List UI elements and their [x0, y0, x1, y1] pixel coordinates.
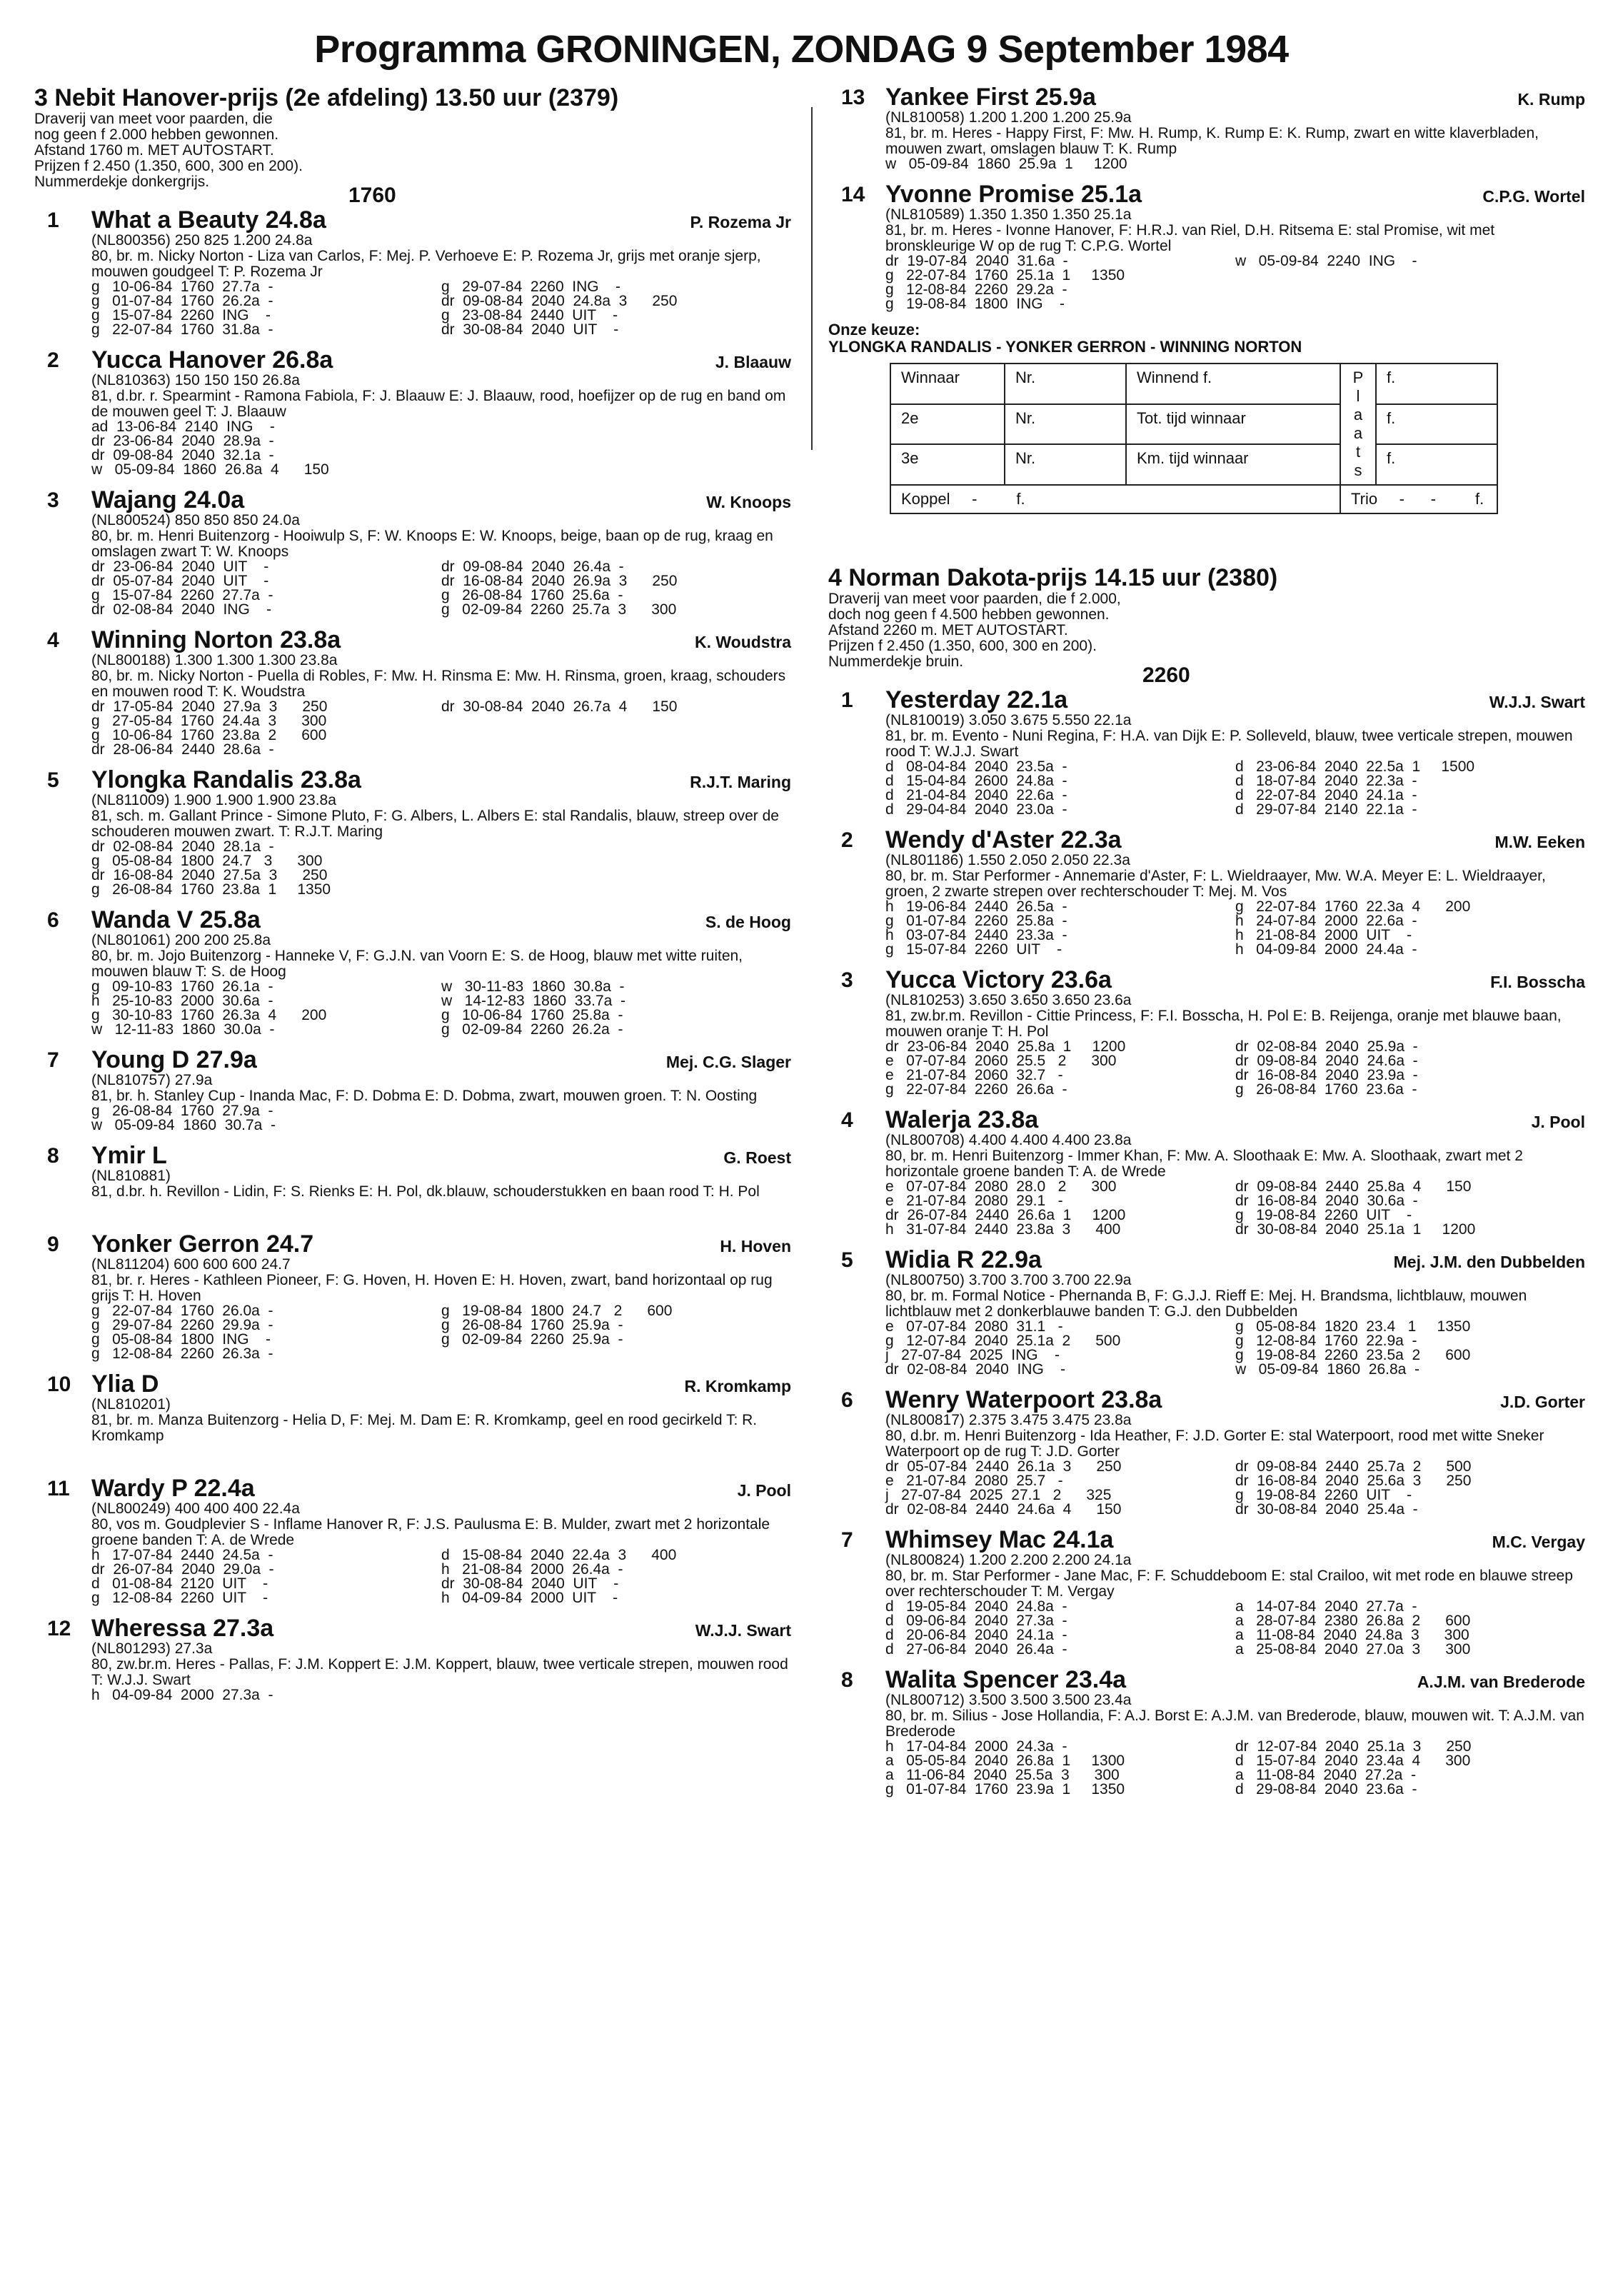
results-left: h 17-04-84 2000 24.3a - a 05-05-84 2040 26.8a 1 1300 a 11-06-84 2040 25.5a 3 300 g 01-07-84 1760 23.9a 1 1350: [885, 1738, 1125, 1798]
driver-name: W. Knoops: [706, 493, 791, 511]
results-left: dr 05-07-84 2440 26.1a 3 250 e 21-07-84 2080 25.7 - j 27-07-84 2025 27.1 2 325 dr 02-08-84 2440 24.6a 4 150: [885, 1458, 1122, 1518]
results-right: dr 12-07-84 2040 25.1a 3 250 d 15-07-84 2040 23.4a 4 300 a 11-08-84 2040 27.2a - d 29-08-84 2040 23.6a -: [1235, 1738, 1472, 1798]
page-title: Programma GRONINGEN, ZONDAG 9 September 1984: [314, 28, 1289, 71]
results-right: dr 30-08-84 2040 26.7a 4 150: [441, 698, 678, 715]
results: [91, 1304, 791, 1361]
results-left: g 10-06-84 1760 27.7a - g 01-07-84 1760 26.2a - g 15-07-84 2260 ING - g 22-07-84 1760 31.8a -: [91, 279, 273, 338]
horse-entry: [828, 1387, 1585, 1517]
entry-header: [91, 627, 791, 653]
entry-number: 7: [841, 1528, 853, 1552]
entry-header: [885, 1527, 1585, 1553]
horse-description: 80, br. m. Nicky Norton - Liza van Carlos, F: Mej. P. Verhoeve E: P. Rozema Jr, grijs met oranje sjerp, mouwen goudgeel T: P. Rozema Jr: [91, 248, 761, 280]
horse-name: Wajang 24.0a: [91, 486, 245, 513]
results-left: e 07-07-84 2080 31.1 - g 12-07-84 2040 25.1a 2 500 j 27-07-84 2025 ING - dr 02-08-84 2040 ING -: [885, 1318, 1121, 1378]
entry-list: [828, 84, 1585, 311]
entry-number: 11: [47, 1477, 70, 1500]
horse-name: Yucca Victory 23.6a: [885, 966, 1112, 993]
results-left: dr 23-06-84 2040 UIT - dr 05-07-84 2040 UIT - g 15-07-84 2260 27.7a - dr 02-08-84 2040 ING -: [91, 558, 273, 618]
horse-entry: [34, 1143, 791, 1221]
bet-koppel: Koppel - f.: [890, 485, 1340, 513]
bet-tweede: 2e: [890, 404, 1005, 445]
horse-entry: [34, 907, 791, 1037]
driver-name: M.C. Vergay: [1492, 1533, 1585, 1551]
entry-header: [91, 1615, 791, 1641]
results: [91, 560, 791, 617]
right-column: [828, 84, 1585, 1807]
horse-entry: [34, 1231, 791, 1361]
results: [91, 280, 791, 337]
entry-header: [91, 1231, 791, 1257]
results-right: d 23-06-84 2040 22.5a 1 1500 d 18-07-84 2040 22.3a - d 22-07-84 2040 24.1a - d 29-07-84 2140 22.1a -: [1235, 758, 1475, 818]
results: [885, 1040, 1585, 1097]
results-right: dr 09-08-84 2040 26.4a - dr 16-08-84 2040 26.9a 3 250 g 26-08-84 1760 25.6a - g 02-09-84 2260 25.7a 3 300: [441, 558, 678, 618]
results-left: d 19-05-84 2040 24.8a - d 09-06-84 2040 27.3a - d 20-06-84 2040 24.1a - d 27-06-84 2040 26.4a -: [885, 1598, 1067, 1658]
driver-name: H. Hoven: [720, 1237, 791, 1255]
driver-name: K. Woudstra: [694, 633, 791, 651]
horse-name: Yesterday 22.1a: [885, 686, 1068, 713]
horse-description: 81, br. r. Heres - Kathleen Pioneer, F: G. Hoven, H. Hoven E: H. Hoven, zwart, band horizontaal op rug grijs T: H. Hoven: [91, 1272, 773, 1304]
results-left: dr 02-08-84 2040 28.1a - g 05-08-84 1800 24.7 3 300 dr 16-08-84 2040 27.5a 3 250 g 26-08-84 1760 23.8a 1 1350: [91, 838, 331, 898]
race-info: Draverij van meet voor paarden, die nog geen f 2.000 hebben gewonnen. Afstand 1760 m. MET AUTOSTART. Prijzen f 2.450 (1.350, 600, 300 en 200). Nummerdekje donkergrijs.: [34, 111, 303, 190]
results-right: [1235, 157, 1585, 171]
results-right: [441, 420, 791, 477]
horse-entry: [828, 181, 1585, 311]
registration: (NL810019) 3.050 3.675 5.550 22.1a: [885, 712, 1132, 728]
horse-entry: [34, 1615, 791, 1703]
driver-name: A.J.M. van Brederode: [1417, 1673, 1585, 1691]
horse-description: 80, br. m. Nicky Norton - Puella di Robles, F: Mw. H. Rinsma E: Mw. H. Rinsma, groen, kraag, schouders en mouwen rood T: K. Woudstra: [91, 668, 786, 700]
entry-number: 8: [47, 1144, 59, 1168]
entry-number: 12: [47, 1617, 71, 1640]
registration: (NL800708) 4.400 4.400 4.400 23.8a: [885, 1132, 1132, 1148]
horse-description: 80, br. m. Henri Buitenzorg - Hooiwulp S, F: W. Knoops E: W. Knoops, beige, baan op de rug, kraag en omslagen zwart T: W. Knoops: [91, 528, 773, 560]
entry-header: [885, 1247, 1585, 1273]
results: [91, 1104, 791, 1133]
results-left: d 08-04-84 2040 23.5a - d 15-04-84 2600 24.8a - d 21-04-84 2040 22.6a - d 29-04-84 2040 23.0a -: [885, 758, 1067, 818]
registration: (NL810757) 27.9a: [91, 1072, 213, 1088]
registration: (NL801186) 1.550 2.050 2.050 22.3a: [885, 852, 1130, 868]
bet-nr: Nr.: [1005, 404, 1126, 445]
entry-number: 2: [841, 828, 853, 852]
driver-name: G. Roest: [723, 1148, 791, 1167]
results-right: [441, 1688, 791, 1703]
horse-entry: [34, 347, 791, 477]
horse-name: Wardy P 22.4a: [91, 1475, 255, 1502]
results-right: g 22-07-84 1760 22.3a 4 200 h 24-07-84 2000 22.6a - h 21-08-84 2000 UIT - h 04-09-84 2000 24.4a -: [1235, 898, 1471, 958]
results: [91, 700, 791, 757]
horse-entry: [828, 967, 1585, 1097]
results-right: d 15-08-84 2040 22.4a 3 400 h 21-08-84 2000 26.4a - dr 30-08-84 2040 UIT - h 04-09-84 2000 UIT -: [441, 1547, 677, 1606]
registration: (NL800824) 1.200 2.200 2.200 24.1a: [885, 1552, 1132, 1568]
results-left: dr 17-05-84 2040 27.9a 3 250 g 27-05-84 1760 24.4a 3 300 g 10-06-84 1760 23.8a 2 600 dr 28-06-84 2440 28.6a -: [91, 698, 328, 758]
horse-description: 81, sch. m. Gallant Prince - Simone Pluto, F: G. Albers, L. Albers E: stal Randalis, blauw, streep over de schouderen mouwen zwart. T: R.J.T. Maring: [91, 808, 779, 840]
registration: (NL800750) 3.700 3.700 3.700 22.9a: [885, 1272, 1132, 1288]
results: [885, 1600, 1585, 1657]
driver-name: Mej. J.M. den Dubbelden: [1393, 1253, 1585, 1271]
entry-number: 10: [47, 1373, 71, 1396]
registration: (NL800249) 400 400 400 22.4a: [91, 1500, 300, 1517]
horse-entry: [34, 487, 791, 617]
results: [885, 1740, 1585, 1797]
entry-number: 4: [841, 1108, 853, 1132]
entry-header: [91, 207, 791, 233]
horse-description: 81, br. h. Stanley Cup - Inanda Mac, F: D. Dobma E: D. Dobma, zwart, mouwen groen. T: N. Oosting: [91, 1088, 758, 1104]
registration: (NL810881): [91, 1168, 171, 1184]
horse-entry: [34, 627, 791, 757]
driver-name: R. Kromkamp: [684, 1377, 791, 1395]
entry-number: 9: [47, 1233, 59, 1256]
horse-description: 81, br. m. Heres - Ivonne Hanover, F: H.R.J. van Riel, D.H. Ritsema E: stal Promise, wit met bronskleurige W op de rug T: C.P.G. Wortel: [885, 222, 1495, 254]
entry-number: 13: [841, 86, 865, 109]
registration: (NL801061) 200 200 25.8a: [91, 932, 271, 948]
driver-name: J.D. Gorter: [1500, 1393, 1585, 1411]
horse-entry: [828, 1247, 1585, 1377]
results-left: h 19-06-84 2440 26.5a - g 01-07-84 2260 25.8a - h 03-07-84 2440 23.3a - g 15-07-84 2260 UIT -: [885, 898, 1067, 958]
horse-description: 80, br. m. Star Performer - Annemarie d'Aster, F: L. Wieldraayer, Mw. W.A. Meyer E: L. Wieldraayer, groen, 2 zwarte strepen over rechterschouder T: Mej. M. Vos: [885, 868, 1546, 900]
results-right: dr 02-08-84 2040 25.9a - dr 09-08-84 2040 24.6a - dr 16-08-84 2040 23.9a - g 26-08-84 1760 23.6a -: [1235, 1038, 1418, 1098]
entry-list: [34, 207, 791, 1703]
keuze-label: Onze keuze:: [828, 321, 920, 339]
horse-entry: [34, 1047, 791, 1133]
entry-number: 1: [841, 688, 853, 712]
entry-list: [828, 687, 1585, 1797]
entry-header: [885, 1107, 1585, 1133]
entry-number: 4: [47, 628, 59, 652]
bet-nr: Nr.: [1005, 444, 1126, 485]
registration: (NL800524) 850 850 850 24.0a: [91, 512, 300, 528]
bet-f: f.: [1376, 444, 1497, 485]
entry-number: 7: [47, 1048, 59, 1072]
results: [91, 1688, 791, 1703]
horse-name: Yucca Hanover 26.8a: [91, 346, 333, 374]
entry-header: [91, 1475, 791, 1501]
results-right: g 05-08-84 1820 23.4 1 1350 g 12-08-84 1760 22.9a - g 19-08-84 2260 23.5a 2 600 w 05-09-84 1860 26.8a -: [1235, 1318, 1471, 1378]
entry-number: 8: [841, 1668, 853, 1692]
results-left: e 07-07-84 2080 28.0 2 300 e 21-07-84 2080 29.1 - dr 26-07-84 2440 26.6a 1 1200 h 31-07-84 2440 23.8a 3 400: [885, 1178, 1126, 1238]
horse-description: 81, br. m. Evento - Nuni Regina, F: H.A. van Dijk E: P. Solleveld, blauw, twee verticale strepen, mouwen rood T: W.J.J. Swart: [885, 728, 1573, 760]
results-right: [441, 840, 791, 897]
entry-header: [885, 967, 1585, 993]
registration: (NL800356) 250 825 1.200 24.8a: [91, 232, 313, 249]
bet-nr: Nr.: [1005, 364, 1126, 404]
entry-header: [885, 84, 1585, 110]
driver-name: W.J.J. Swart: [695, 1621, 791, 1640]
horse-entry: [34, 767, 791, 897]
results: [885, 1320, 1585, 1377]
horse-description: 80, br. m. Jojo Buitenzorg - Hanneke V, F: G.J.N. van Voorn E: S. de Hoog, blauw met witte ruiten, mouwen blauw T: S. de Hoog: [91, 948, 743, 980]
entry-header: [885, 181, 1585, 207]
entry-header: [91, 347, 791, 373]
horse-name: What a Beauty 24.8a: [91, 206, 326, 234]
entry-number: 5: [47, 768, 59, 792]
driver-name: M.W. Eeken: [1494, 833, 1585, 851]
entry-number: 2: [47, 349, 59, 372]
horse-name: Whimsey Mac 24.1a: [885, 1526, 1114, 1553]
results-left: dr 23-06-84 2040 25.8a 1 1200 e 07-07-84 2060 25.5 2 300 e 21-07-84 2060 32.7 - g 22-07-84 2260 26.6a -: [885, 1038, 1126, 1098]
horse-description: 80, zw.br.m. Heres - Pallas, F: J.M. Koppert E: J.M. Koppert, blauw, twee verticale strepen, mouwen rood T: W.J.J. Swart: [91, 1656, 788, 1688]
results: [885, 157, 1585, 171]
horse-name: Wendy d'Aster 22.3a: [885, 826, 1122, 853]
horse-name: Wanda V 25.8a: [91, 906, 261, 933]
horse-description: 80, br. m. Henri Buitenzorg - Immer Khan, F: Mw. A. Sloothaak E: Mw. A. Sloothaak, zwart met 2 horizontale groene banden T: A. de Wrede: [885, 1148, 1523, 1180]
driver-name: Mej. C.G. Slager: [665, 1053, 791, 1071]
horse-name: Ymir L: [91, 1142, 167, 1169]
race-title: 4 Norman Dakota-prijs 14.15 uur (2380): [828, 564, 1278, 591]
results-right: g 19-08-84 1800 24.7 2 600 g 26-08-84 1760 25.9a - g 02-09-84 2260 25.9a -: [441, 1303, 673, 1348]
keuze-selection: YLONGKA RANDALIS - YONKER GERRON - WINNING NORTON: [828, 338, 1302, 356]
horse-name: Walita Spencer 23.4a: [885, 1666, 1127, 1693]
horse-name: Winning Norton 23.8a: [91, 626, 341, 653]
horse-name: Wheressa 27.3a: [91, 1615, 274, 1642]
results-right: dr 09-08-84 2440 25.8a 4 150 dr 16-08-84 2040 30.6a - g 19-08-84 2260 UIT - dr 30-08-84 2040 25.1a 1 1200: [1235, 1178, 1476, 1238]
entry-header: [91, 1047, 791, 1073]
bet-trio: Trio - - f.: [1340, 485, 1497, 513]
horse-name: Yvonne Promise 25.1a: [885, 181, 1142, 208]
driver-name: F.I. Bosscha: [1490, 973, 1585, 991]
entry-number: 3: [47, 488, 59, 512]
bet-plaats: P l a a t s: [1340, 364, 1376, 485]
horse-description: 80, d.br. m. Henri Buitenzorg - Ida Heather, F: J.D. Gorter E: stal Waterpoort, rood met witte Sneker Waterpoort op de rug T: J.D. Gorter: [885, 1428, 1544, 1460]
results-right: a 14-07-84 2040 27.7a - a 28-07-84 2380 26.8a 2 600 a 11-08-84 2040 24.8a 3 300 a 25-08-84 2040 27.0a 3 300: [1235, 1598, 1471, 1658]
bet-winnaar: Winnaar: [890, 364, 1005, 404]
bet-km: Km. tijd winnaar: [1126, 444, 1340, 485]
registration: (NL810363) 150 150 150 26.8a: [91, 372, 300, 388]
race-title: 3 Nebit Hanover-prijs (2e afdeling) 13.50 uur (2379): [34, 84, 619, 111]
horse-entry: [34, 1371, 791, 1465]
results: [91, 420, 791, 477]
registration: (NL811204) 600 600 600 24.7: [91, 1256, 291, 1273]
registration: (NL810201): [91, 1396, 171, 1413]
registration: (NL811009) 1.900 1.900 1.900 23.8a: [91, 792, 336, 808]
horse-entry: [828, 1527, 1585, 1657]
horse-description: 81, br. m. Manza Buitenzorg - Helia D, F: Mej. M. Dam E: R. Kromkamp, geel en rood gecirkeld T: R. Kromkamp: [91, 1412, 758, 1444]
results: [91, 980, 791, 1037]
driver-name: J. Blaauw: [715, 353, 791, 371]
race-distance: 1760: [348, 184, 396, 207]
results-left: g 26-08-84 1760 27.9a - w 05-09-84 1860 30.7a -: [91, 1103, 276, 1133]
column-divider: [811, 107, 813, 450]
horse-name: Young D 27.9a: [91, 1046, 257, 1073]
entry-header: [91, 1143, 791, 1168]
horse-entry: [34, 1475, 791, 1605]
entry-number: 14: [841, 183, 865, 206]
bet-form: [890, 363, 1498, 514]
results-left: w 05-09-84 1860 25.9a 1 1200: [885, 156, 1127, 172]
horse-description: 80, br. m. Star Performer - Jane Mac, F: F. Schuddeboom E: stal Crailoo, wit met rode en blauwe streep over rechterschouder T: M. Vergay: [885, 1568, 1573, 1600]
race-info: Draverij van meet voor paarden, die f 2.000, doch nog geen f 4.500 hebben gewonnen. Afstand 2260 m. MET AUTOSTART. Prijzen f 2.450 (1.350, 600, 300 en 200). Nummerdekje bruin.: [828, 591, 1121, 670]
results: [885, 1460, 1585, 1517]
results: [885, 254, 1585, 311]
horse-name: Walerja 23.8a: [885, 1106, 1039, 1133]
results-left: dr 19-07-84 2040 31.6a - g 22-07-84 1760 25.1a 1 1350 g 12-08-84 2260 29.2a - g 19-08-84 1800 ING -: [885, 253, 1125, 312]
driver-name: S. de Hoog: [705, 913, 791, 931]
results-left: g 22-07-84 1760 26.0a - g 29-07-84 2260 29.9a - g 05-08-84 1800 ING - g 12-08-84 2260 26.3a -: [91, 1303, 273, 1362]
horse-description: 81, d.br. r. Spearmint - Ramona Fabiola, F: J. Blaauw E: J. Blaauw, rood, hoefijzer op de rug en band om de mouwen geel T: J. Blaauw: [91, 388, 786, 420]
horse-description: 81, br. m. Heres - Happy First, F: Mw. H. Rump, K. Rump E: K. Rump, zwart en witte klaverbladen, mouwen zwart, omslagen blauw T: K. Rump: [885, 125, 1539, 157]
results-left: h 04-09-84 2000 27.3a -: [91, 1687, 273, 1703]
results-left: h 17-07-84 2440 24.5a - dr 26-07-84 2040 29.0a - d 01-08-84 2120 UIT - g 12-08-84 2260 UIT -: [91, 1547, 274, 1606]
horse-name: Widia R 22.9a: [885, 1246, 1042, 1273]
registration: (NL810589) 1.350 1.350 1.350 25.1a: [885, 206, 1132, 223]
entry-header: [885, 827, 1585, 853]
results: [91, 1548, 791, 1605]
registration: (NL810058) 1.200 1.200 1.200 25.9a: [885, 109, 1132, 126]
entry-header: [91, 1371, 791, 1397]
registration: (NL800817) 2.375 3.475 3.475 23.8a: [885, 1412, 1132, 1428]
entry-header: [91, 767, 791, 793]
registration: (NL810253) 3.650 3.650 3.650 23.6a: [885, 992, 1132, 1008]
registration: (NL800712) 3.500 3.500 3.500 23.4a: [885, 1692, 1132, 1708]
results: [885, 760, 1585, 817]
results-right: w 30-11-83 1860 30.8a - w 14-12-83 1860 33.7a - g 10-06-84 1760 25.8a - g 02-09-84 2260 26.2a -: [441, 978, 625, 1038]
results-left: ad 13-06-84 2140 ING - dr 23-06-84 2040 28.9a - dr 09-08-84 2040 32.1a - w 05-09-84 1860 26.8a 4 150: [91, 418, 329, 478]
results-left: g 09-10-83 1760 26.1a - h 25-10-83 2000 30.6a - g 30-10-83 1760 26.3a 4 200 w 12-11-83 1860 30.0a -: [91, 978, 327, 1038]
horse-name: Yonker Gerron 24.7: [91, 1230, 314, 1258]
results-right: dr 09-08-84 2440 25.7a 2 500 dr 16-08-84 2040 25.6a 3 250 g 19-08-84 2260 UIT - dr 30-08-84 2040 25.4a -: [1235, 1458, 1472, 1518]
horse-entry: [828, 827, 1585, 957]
horse-description: 80, vos m. Goudplevier S - Inflame Hanover R, F: J.S. Paulusma E: B. Mulder, zwart met 2 horizontale groene banden T: A. de Wrede: [91, 1516, 770, 1548]
left-column: [34, 84, 791, 1713]
results-right: g 29-07-84 2260 ING - dr 09-08-84 2040 24.8a 3 250 g 23-08-84 2440 UIT - dr 30-08-84 2040 UIT -: [441, 279, 678, 338]
entry-header: [885, 1667, 1585, 1693]
bet-derde: 3e: [890, 444, 1005, 485]
horse-description: 81, d.br. h. Revillon - Lidin, F: S. Rienks E: H. Pol, dk.blauw, schouderstukken en baan rood T: H. Pol: [91, 1183, 760, 1200]
entry-number: 5: [841, 1248, 853, 1272]
entry-header: [885, 1387, 1585, 1413]
results-right: w 05-09-84 2240 ING -: [1235, 253, 1417, 269]
entry-number: 6: [47, 908, 59, 932]
bet-f: f.: [1376, 364, 1497, 404]
bet-f: f.: [1376, 404, 1497, 445]
horse-entry: [828, 1667, 1585, 1797]
horse-name: Ylia D: [91, 1370, 159, 1398]
bet-winnend: Winnend f.: [1126, 364, 1340, 404]
driver-name: C.P.G. Wortel: [1482, 187, 1585, 206]
registration: (NL801293) 27.3a: [91, 1640, 213, 1657]
entry-number: 3: [841, 968, 853, 992]
driver-name: P. Rozema Jr: [690, 213, 791, 231]
entry-header: [91, 487, 791, 513]
horse-entry: [34, 207, 791, 337]
results-right: [441, 1104, 791, 1133]
entry-number: 1: [47, 209, 59, 232]
horse-description: 80, br. m. Formal Notice - Phernanda B, F: G.J.J. Rieff E: Mej. H. Brandsma, lichtblauw, mouwen lichtblauw met 2 donkerblauwe banden T: G.J. den Dubbelden: [885, 1288, 1527, 1320]
horse-name: Ylongka Randalis 23.8a: [91, 766, 361, 793]
driver-name: J. Pool: [737, 1481, 791, 1500]
registration: (NL800188) 1.300 1.300 1.300 23.8a: [91, 652, 338, 668]
entry-header: [91, 907, 791, 933]
results: [91, 840, 791, 897]
horse-entry: [828, 1107, 1585, 1237]
race-distance: 2260: [1142, 663, 1190, 687]
results: [885, 1180, 1585, 1237]
horse-name: Yankee First 25.9a: [885, 84, 1096, 111]
driver-name: J. Pool: [1531, 1113, 1585, 1131]
driver-name: R.J.T. Maring: [690, 773, 791, 791]
driver-name: K. Rump: [1517, 90, 1585, 109]
driver-name: W.J.J. Swart: [1489, 693, 1585, 711]
entry-number: 6: [841, 1388, 853, 1412]
horse-entry: [828, 84, 1585, 171]
horse-name: Wenry Waterpoort 23.8a: [885, 1386, 1162, 1413]
results: [885, 900, 1585, 957]
horse-description: 81, zw.br.m. Revillon - Cittie Princess, F: F.I. Bosscha, H. Pol E: B. Reijenga, oranje met blauwe baan, mouwen oranje T: H. Pol: [885, 1008, 1562, 1040]
bet-tot: Tot. tijd winnaar: [1126, 404, 1340, 445]
horse-entry: [828, 687, 1585, 817]
horse-description: 80, br. m. Silius - Jose Hollandia, F: A.J. Borst E: A.J.M. van Brederode, blauw, mouwen wit. T: A.J.M. van Brederode: [885, 1708, 1584, 1740]
entry-header: [885, 687, 1585, 713]
